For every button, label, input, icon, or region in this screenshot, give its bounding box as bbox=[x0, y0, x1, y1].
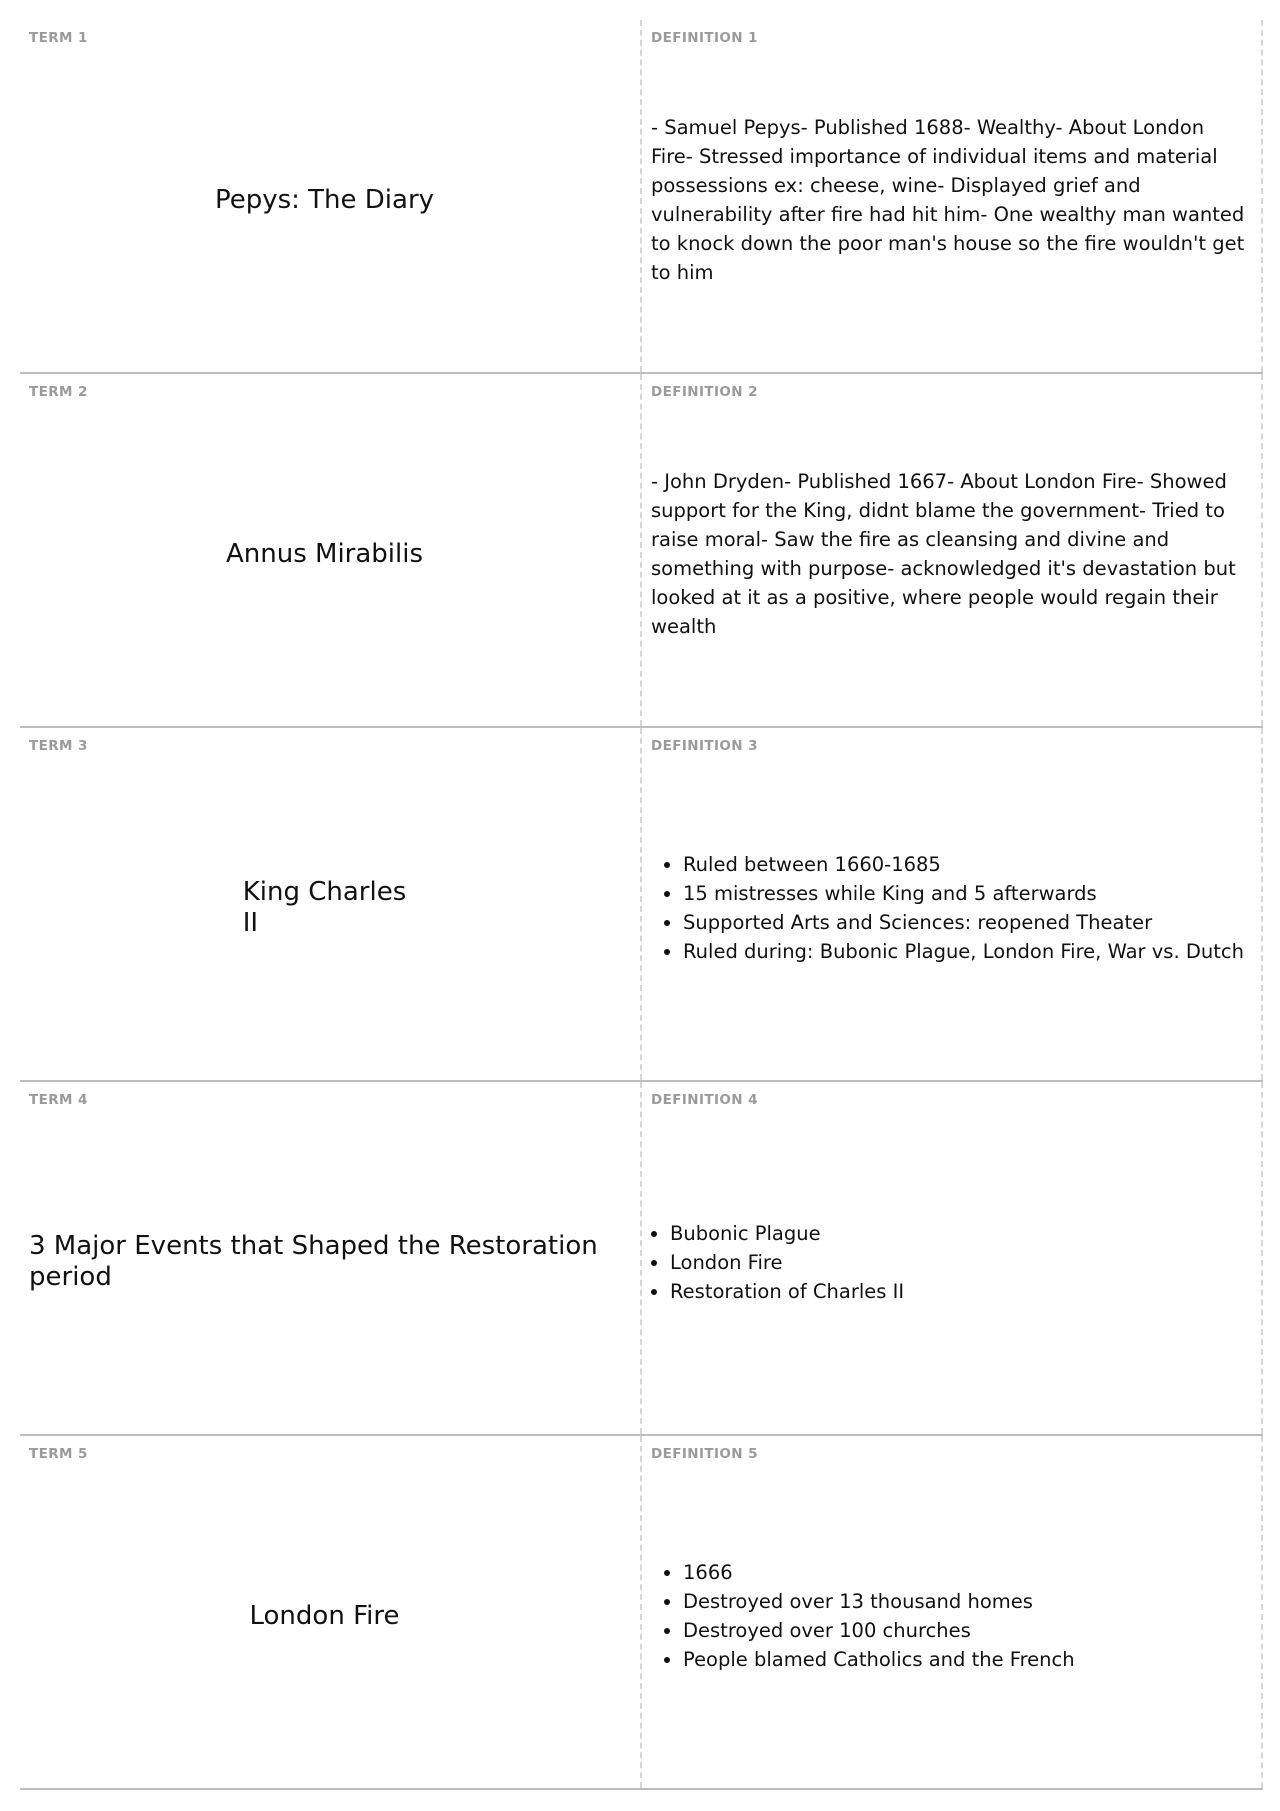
term-label-2: TERM 2 bbox=[29, 384, 88, 400]
term-text-4 bbox=[29, 1082, 620, 1434]
definition-label-4: DEFINITION 4 bbox=[651, 1092, 758, 1108]
term-value-3-line-1: King Charles bbox=[242, 877, 407, 907]
definition-list-3 bbox=[651, 850, 1244, 966]
list-item: • Bubonic Plague bbox=[670, 1219, 904, 1248]
flashcard-row-2 bbox=[20, 374, 1263, 728]
flashcard-sheet bbox=[20, 20, 1263, 1790]
term-cell-4 bbox=[20, 1082, 642, 1434]
list-item: • Destroyed over 13 thousand homes bbox=[683, 1587, 1075, 1616]
term-text-3 bbox=[29, 728, 620, 1080]
list-item: • Destroyed over 100 churches bbox=[683, 1616, 1075, 1645]
definition-text-4 bbox=[651, 1082, 1249, 1434]
term-value-5: London Fire bbox=[249, 1600, 400, 1631]
term-value-1: Pepys: The Diary bbox=[214, 184, 435, 215]
term-value-3-line-2: II bbox=[242, 908, 259, 938]
definition-text-3 bbox=[651, 728, 1249, 1080]
definition-list-5 bbox=[651, 1558, 1075, 1674]
definition-paragraph-2: - John Dryden- Published 1667- About London Fire- Showed support for the King, didnt blame the government- Tried to raise moral- Saw the fire as cleansing and divine and something with purpose- acknowledged it's devastation but looked at it as a positive, where people would regain their wealth bbox=[651, 470, 1236, 638]
definition-cell-4 bbox=[642, 1082, 1263, 1434]
list-item: • Restoration of Charles II bbox=[670, 1277, 904, 1306]
definition-label-1: DEFINITION 1 bbox=[651, 30, 758, 46]
term-text-1 bbox=[29, 20, 620, 372]
list-item: • Supported Arts and Sciences: reopened Theater bbox=[683, 908, 1244, 937]
list-item: • 1666 bbox=[683, 1558, 1075, 1587]
term-cell-1 bbox=[20, 20, 642, 372]
definition-text-5 bbox=[651, 1436, 1249, 1788]
term-text-2 bbox=[29, 374, 620, 726]
definition-cell-3 bbox=[642, 728, 1263, 1080]
definition-cell-2 bbox=[642, 374, 1263, 726]
definition-paragraph-1: - Samuel Pepys- Published 1688- Wealthy- About London Fire- Stressed importance of individual items and material possessions ex: cheese, wine- Displayed grief and vulnerability after fire had hit him- One wealthy man wanted to knock down the poor man's house so the fire wouldn't get to him bbox=[651, 116, 1245, 284]
term-value-2: Annus Mirabilis bbox=[225, 538, 424, 569]
list-item: • 15 mistresses while King and 5 afterwards bbox=[683, 879, 1244, 908]
flashcard-row-3 bbox=[20, 728, 1263, 1082]
list-item: • People blamed Catholics and the French bbox=[683, 1645, 1075, 1674]
list-item: • London Fire bbox=[670, 1248, 904, 1277]
term-cell-2 bbox=[20, 374, 642, 726]
definition-cell-1 bbox=[642, 20, 1263, 372]
list-item: • Ruled between 1660-1685 bbox=[683, 850, 1244, 879]
term-label-4: TERM 4 bbox=[29, 1092, 88, 1108]
definition-list-4 bbox=[651, 1219, 904, 1306]
term-cell-5 bbox=[20, 1436, 642, 1788]
term-label-5: TERM 5 bbox=[29, 1446, 88, 1462]
term-cell-3 bbox=[20, 728, 642, 1080]
term-label-1: TERM 1 bbox=[29, 30, 88, 46]
definition-label-3: DEFINITION 3 bbox=[651, 738, 758, 754]
term-text-5 bbox=[29, 1436, 620, 1788]
definition-text-2 bbox=[651, 374, 1249, 726]
list-item: • Ruled during: Bubonic Plague, London Fire, War vs. Dutch bbox=[683, 937, 1244, 966]
term-value-3 bbox=[243, 877, 407, 939]
definition-label-5: DEFINITION 5 bbox=[651, 1446, 758, 1462]
flashcard-row-5 bbox=[20, 1436, 1263, 1790]
definition-cell-5 bbox=[642, 1436, 1263, 1788]
flashcard-row-4 bbox=[20, 1082, 1263, 1436]
term-label-3: TERM 3 bbox=[29, 738, 88, 754]
term-value-4: 3 Major Events that Shaped the Restoration period bbox=[29, 1231, 598, 1292]
flashcard-row-1 bbox=[20, 20, 1263, 374]
definition-text-1 bbox=[651, 20, 1249, 372]
definition-label-2: DEFINITION 2 bbox=[651, 384, 758, 400]
